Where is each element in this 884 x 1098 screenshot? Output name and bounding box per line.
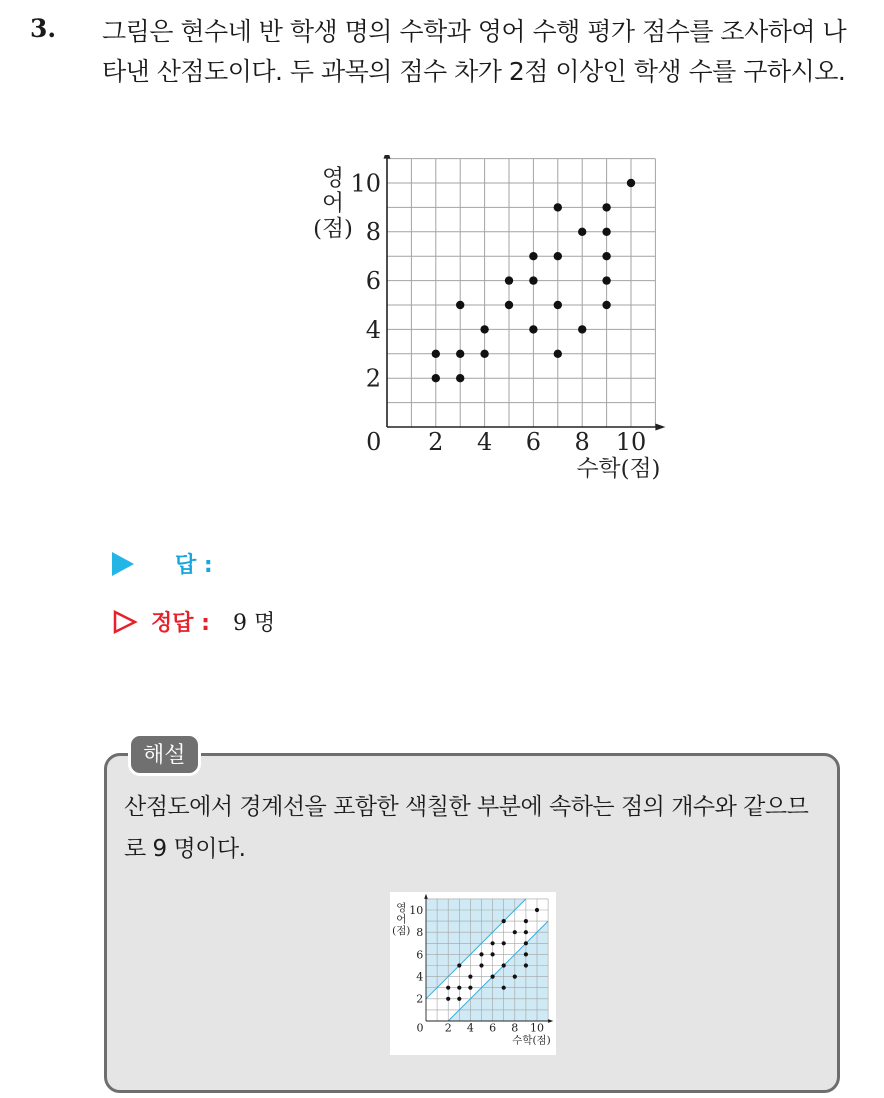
data-point	[502, 986, 506, 990]
x-tick-label: 10	[615, 427, 647, 456]
data-point	[513, 975, 517, 979]
x-tick-label: 2	[444, 1021, 452, 1035]
x-axis-label: 수학(점)	[512, 1034, 551, 1047]
y-tick-label: 6	[416, 948, 424, 962]
y-tick-label: 6	[365, 267, 381, 295]
data-point	[432, 374, 440, 382]
y-axis-label: 어	[396, 913, 407, 926]
data-point	[480, 325, 488, 333]
data-point	[535, 908, 539, 912]
data-point	[457, 986, 461, 990]
y-tick-label: 10	[409, 903, 424, 917]
data-point	[554, 252, 562, 260]
data-point	[524, 930, 528, 934]
explanation-badge: 해설	[128, 733, 201, 776]
y-tick-label: 8	[365, 218, 381, 247]
correct-answer-value: 9 명	[232, 611, 276, 636]
y-tick-label: 8	[416, 926, 424, 940]
x-tick-label: 4	[476, 427, 493, 456]
x-tick-label: 10	[530, 1021, 544, 1035]
x-tick-label: 8	[511, 1021, 519, 1035]
data-point	[602, 276, 610, 284]
x-axis-label: 수학(점)	[576, 456, 661, 483]
outline-triangle-icon	[112, 609, 138, 635]
data-point	[491, 975, 495, 979]
data-point	[480, 350, 488, 358]
data-point	[602, 203, 610, 211]
data-point	[468, 975, 472, 979]
data-point	[602, 301, 610, 309]
answer-label: 답 :	[175, 553, 213, 578]
correct-answer-row	[112, 606, 275, 637]
play-triangle-icon	[112, 552, 134, 576]
shaded-scatter-chart	[390, 892, 556, 1055]
y-tick-label: 4	[365, 315, 381, 344]
data-point	[578, 228, 586, 236]
data-point	[524, 963, 528, 967]
data-point	[479, 963, 483, 967]
scatter-chart	[300, 155, 680, 500]
question-number: 3.	[30, 14, 57, 43]
data-point	[457, 997, 461, 1001]
data-point	[554, 203, 562, 211]
data-point	[502, 919, 506, 923]
origin-label: 0	[366, 427, 382, 456]
data-point	[524, 941, 528, 945]
data-point	[468, 986, 472, 990]
data-point	[456, 350, 464, 358]
x-tick-label: 2	[428, 427, 444, 456]
data-point	[529, 276, 537, 284]
explanation-text: 산점도에서 경계선을 포함한 색칠한 부분에 속하는 점의 개수와 같으므로 9 명이다.	[124, 794, 809, 862]
y-axis-label: 어	[321, 190, 345, 217]
y-axis-label: 영	[396, 902, 407, 915]
data-point	[505, 276, 513, 284]
data-point	[602, 228, 610, 236]
x-tick-label: 6	[489, 1021, 497, 1035]
data-point	[502, 941, 506, 945]
data-point	[457, 963, 461, 967]
data-point	[502, 963, 506, 967]
y-axis-label: (점)	[392, 925, 411, 938]
correct-answer-label: 정답 :	[151, 611, 210, 636]
data-point	[602, 252, 610, 260]
data-point	[524, 919, 528, 923]
y-tick-label: 2	[365, 364, 381, 393]
data-point	[446, 986, 450, 990]
x-tick-label: 4	[466, 1021, 474, 1035]
y-axis-label: (점)	[313, 215, 353, 242]
data-point	[505, 301, 513, 309]
y-axis-arrow	[384, 155, 391, 159]
data-point	[578, 325, 586, 333]
data-point	[446, 997, 450, 1001]
data-point	[554, 350, 562, 358]
data-point	[456, 301, 464, 309]
x-tick-label: 8	[574, 427, 590, 456]
data-point	[554, 301, 562, 309]
data-point	[456, 374, 464, 382]
data-point	[491, 941, 495, 945]
data-point	[491, 952, 495, 956]
data-point	[479, 952, 483, 956]
y-axis-label: 영	[321, 165, 345, 192]
y-tick-label: 2	[416, 992, 424, 1006]
y-tick-label: 4	[416, 970, 424, 984]
data-point	[627, 179, 635, 187]
data-point	[529, 252, 537, 260]
y-axis-arrow	[424, 894, 428, 899]
y-tick-label: 10	[350, 169, 381, 198]
x-axis-arrow	[548, 1019, 553, 1023]
origin-label: 0	[416, 1021, 424, 1035]
data-point	[529, 325, 537, 333]
data-point	[524, 952, 528, 956]
data-point	[513, 930, 517, 934]
data-point	[432, 350, 440, 358]
x-tick-label: 6	[525, 427, 542, 456]
question-text: 그림은 현수네 반 학생 명의 수학과 영어 수행 평가 점수를 조사하여 나타낸 산점도이다. 두 과목의 점수 차가 2점 이상인 학생 수를 구하시오.	[102, 17, 847, 86]
answer-row	[112, 548, 213, 579]
x-axis-arrow	[655, 424, 665, 431]
